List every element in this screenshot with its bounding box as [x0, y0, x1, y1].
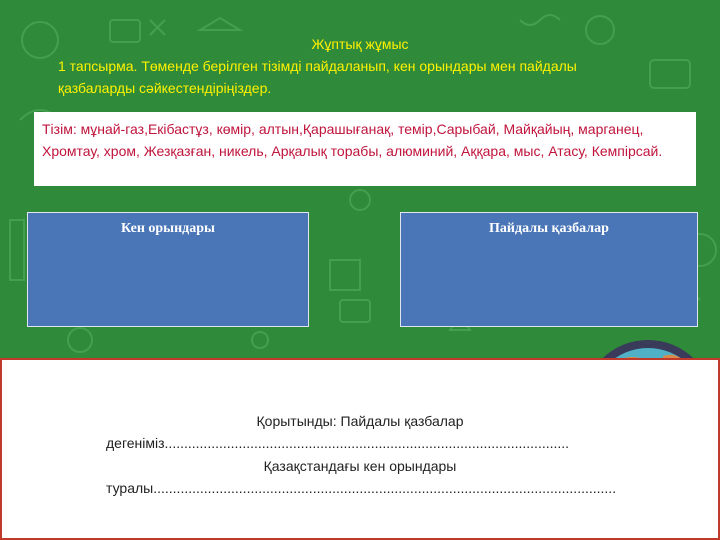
slide-title: Жұптық жұмыс	[311, 36, 409, 52]
mineral-list-text: Тізім: мұнай-газ,Екібастұз, көмір, алтын,Қарашығанақ, темір,Сарыбай, Майқайың, марганец, Хромтау, хром, Жезқазған, никель, Арқалық торабы, алюминий, Аққара, мыс, Атасу, Кемпірсай.	[42, 121, 663, 159]
deposits-column-header: Кен орындары	[121, 221, 215, 236]
conclusion-box	[0, 358, 720, 540]
minerals-column-header: Пайдалы қазбалар	[489, 221, 609, 236]
task-description	[58, 55, 698, 99]
conclusion-line-1: Қорытынды: Пайдалы қазбалар	[256, 413, 464, 429]
task-line-1: 1 тапсырма. Төменде берілген тізімді пайдаланып, кен орындары мен пайдалы	[58, 58, 577, 74]
conclusion-line-2: дегеніміз........................................................................................................	[106, 435, 570, 451]
mineral-list-box	[34, 112, 696, 186]
conclusion-line-3: Қазақстандағы кен орындары	[263, 458, 457, 474]
conclusion-line-4: туралы.......................................................................................................................	[106, 480, 617, 496]
deposits-column[interactable]	[27, 212, 309, 327]
task-line-2: қазбаларды сәйкестендіріңіздер.	[58, 80, 272, 96]
minerals-column[interactable]	[400, 212, 698, 327]
